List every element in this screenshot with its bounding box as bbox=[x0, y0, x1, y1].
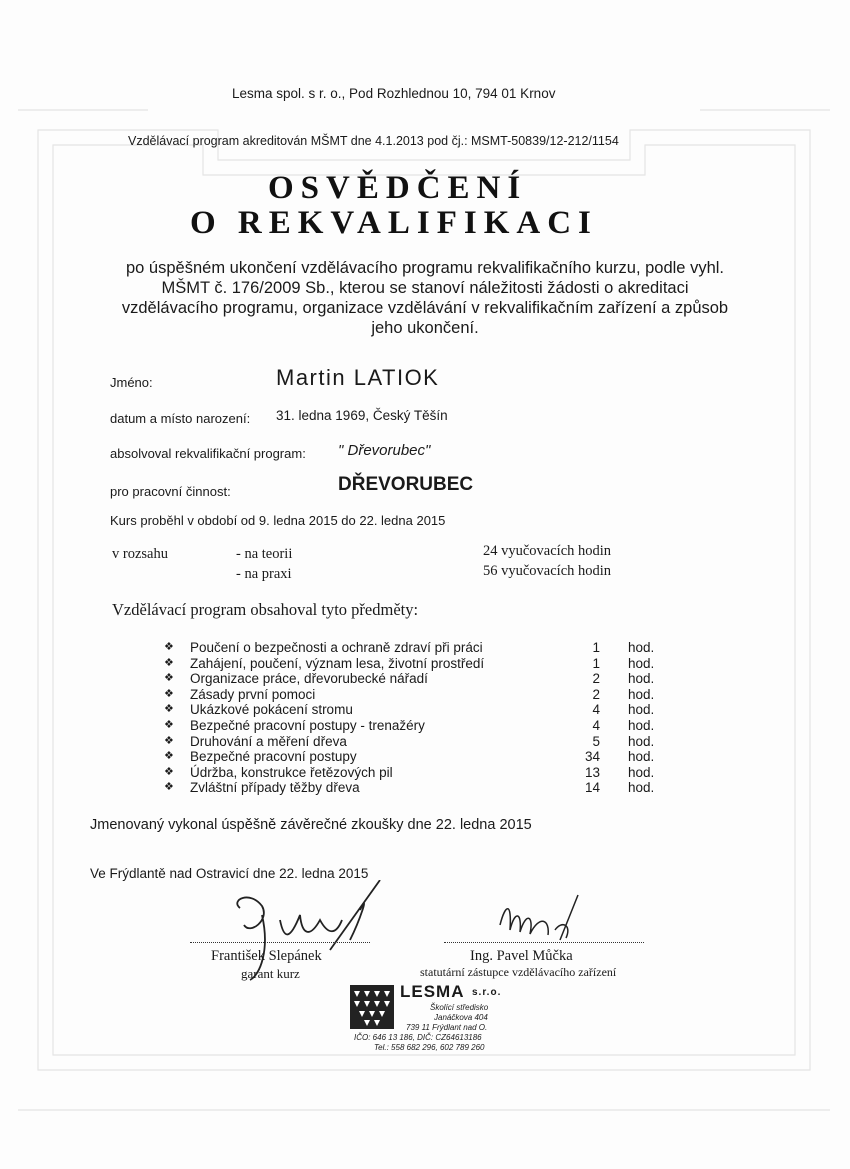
activity-value: DŘEVORUBEC bbox=[338, 474, 474, 495]
list-item bbox=[160, 687, 660, 703]
subject-unit: hod. bbox=[628, 749, 655, 765]
stamp-line: 739 11 Frýdlant nad O. bbox=[406, 1023, 488, 1032]
subject-name: Ukázkové pokácení stromu bbox=[190, 702, 353, 718]
scope-label: v rozsahu bbox=[112, 546, 168, 562]
signatory-left-role: garant kurz bbox=[241, 966, 300, 981]
subjects-list bbox=[160, 640, 660, 796]
subject-unit: hod. bbox=[628, 655, 655, 671]
subject-name: Zahájení, poučení, význam lesa, životní prostředí bbox=[190, 655, 485, 671]
subject-unit: hod. bbox=[628, 686, 655, 702]
signature-right bbox=[490, 890, 590, 950]
list-item bbox=[160, 671, 660, 687]
practice-label: - na praxi bbox=[236, 566, 292, 582]
diamond-bullet-icon: ❖ bbox=[164, 641, 174, 653]
subject-hours: 1 bbox=[592, 655, 600, 671]
stamp-line: IČO: 646 13 186, DIČ: CZ64613186 bbox=[354, 1033, 482, 1042]
signature-line-right bbox=[444, 942, 644, 943]
birth-value: 31. ledna 1969, Český Těšín bbox=[276, 408, 448, 423]
subject-hours: 34 bbox=[584, 749, 600, 765]
diamond-bullet-icon: ❖ bbox=[164, 718, 174, 731]
list-item bbox=[160, 656, 660, 672]
diamond-bullet-icon: ❖ bbox=[164, 656, 174, 669]
subject-name: Zásady první pomoci bbox=[190, 686, 316, 702]
subject-hours: 4 bbox=[592, 717, 600, 733]
subject-name: Zvláštní případy těžby dřeva bbox=[190, 780, 360, 796]
subject-name: Bezpečné pracovní postupy - trenažéry bbox=[190, 717, 425, 733]
subject-unit: hod. bbox=[628, 764, 655, 780]
diamond-bullet-icon: ❖ bbox=[164, 781, 174, 794]
stamp-line: Tel.: 558 682 296, 602 789 260 bbox=[374, 1043, 485, 1052]
subject-name: Bezpečné pracovní postupy bbox=[190, 749, 357, 765]
certificate-subtitle: O REKVALIFIKACI bbox=[190, 205, 598, 241]
name-label: Jméno: bbox=[110, 375, 153, 390]
stamp-company: LESMA bbox=[400, 982, 465, 1001]
program-label: absolvoval rekvalifikační program: bbox=[110, 446, 306, 461]
subject-unit: hod. bbox=[628, 733, 655, 749]
stamp-line: Školící středisko bbox=[430, 1003, 489, 1012]
practice-hours: 56 vyučovacích hodin bbox=[483, 563, 612, 579]
list-item bbox=[160, 640, 660, 656]
list-item bbox=[160, 749, 660, 765]
theory-hours: 24 vyučovacích hodin bbox=[483, 543, 612, 559]
subject-unit: hod. bbox=[628, 640, 655, 655]
signatory-left-name: František Slepánek bbox=[211, 948, 322, 964]
subject-hours: 14 bbox=[584, 780, 600, 796]
signatory-right-name: Ing. Pavel Můčka bbox=[470, 948, 573, 964]
place-date: Ve Frýdlantě nad Ostravicí dne 22. ledna 2015 bbox=[90, 866, 369, 881]
subjects-heading: Vzdělávací program obsahoval tyto předměty: bbox=[112, 600, 419, 619]
subject-unit: hod. bbox=[628, 717, 655, 733]
name-value: Martin LATIOK bbox=[276, 365, 440, 390]
subject-name: Údržba, konstrukce řetězových pil bbox=[190, 764, 393, 780]
diamond-bullet-icon: ❖ bbox=[164, 703, 174, 716]
subject-unit: hod. bbox=[628, 671, 655, 687]
intro-paragraph bbox=[80, 258, 770, 338]
subject-hours: 4 bbox=[592, 702, 600, 718]
exam-statement: Jmenovaný vykonal úspěšně závěrečné zkoušky dne 22. ledna 2015 bbox=[90, 817, 532, 833]
subject-hours: 1 bbox=[592, 640, 600, 655]
certificate-title: OSVĚDČENÍ bbox=[268, 170, 528, 206]
intro-line: jeho ukončení. bbox=[371, 319, 479, 337]
list-item bbox=[160, 718, 660, 734]
subject-hours: 13 bbox=[584, 764, 600, 780]
list-item bbox=[160, 702, 660, 718]
subject-hours: 5 bbox=[592, 733, 600, 749]
stamp-line: Janáčkova 404 bbox=[434, 1013, 488, 1022]
lesma-logo-icon bbox=[350, 985, 394, 1029]
birth-label: datum a místo narození: bbox=[110, 411, 251, 426]
diamond-bullet-icon: ❖ bbox=[164, 672, 174, 685]
accreditation-line: Vzdělávací program akreditován MŠMT dne 4.1.2013 pod čj.: MSMT-50839/12-212/1154 bbox=[128, 134, 619, 148]
course-period: Kurs proběhl v období od 9. ledna 2015 do 22. ledna 2015 bbox=[110, 513, 446, 528]
intro-line: vzdělávacího programu, organizace vzdělávání v rekvalifikačním zařízení a způsob bbox=[121, 299, 729, 317]
subject-unit: hod. bbox=[628, 702, 655, 718]
program-value: " Dřevorubec" bbox=[338, 442, 431, 459]
intro-line: po úspěšném ukončení vzdělávacího programu rekvalifikačního kurzu, podle vyhl. bbox=[126, 259, 724, 277]
subject-unit: hod. bbox=[628, 780, 655, 796]
stamp-company-suffix: s.r.o. bbox=[472, 987, 502, 998]
list-item bbox=[160, 780, 660, 796]
diamond-bullet-icon: ❖ bbox=[164, 765, 174, 778]
issuer-address: Lesma spol. s r. o., Pod Rozhlednou 10, 794 01 Krnov bbox=[232, 86, 556, 101]
diamond-bullet-icon: ❖ bbox=[164, 687, 174, 700]
signatory-right-role: statutární zástupce vzdělávacího zařízení bbox=[420, 965, 617, 979]
activity-label: pro pracovní činnost: bbox=[110, 484, 231, 499]
subject-name: Organizace práce, dřevorubecké nářadí bbox=[190, 671, 428, 687]
subject-hours: 2 bbox=[592, 686, 600, 702]
theory-label: - na teorii bbox=[236, 546, 293, 562]
signature-left bbox=[210, 880, 390, 990]
subject-name: Poučení o bezpečnosti a ochraně zdraví při práci bbox=[190, 640, 483, 655]
diamond-bullet-icon: ❖ bbox=[164, 734, 174, 747]
signature-line-left bbox=[190, 942, 370, 943]
subject-hours: 2 bbox=[592, 671, 600, 687]
diamond-bullet-icon: ❖ bbox=[164, 750, 174, 763]
list-item bbox=[160, 765, 660, 781]
list-item bbox=[160, 734, 660, 750]
subject-name: Druhování a měření dřeva bbox=[190, 733, 347, 749]
intro-line: MŠMT č. 176/2009 Sb., kterou se stanoví náležitosti žádosti o akreditaci bbox=[161, 279, 689, 297]
